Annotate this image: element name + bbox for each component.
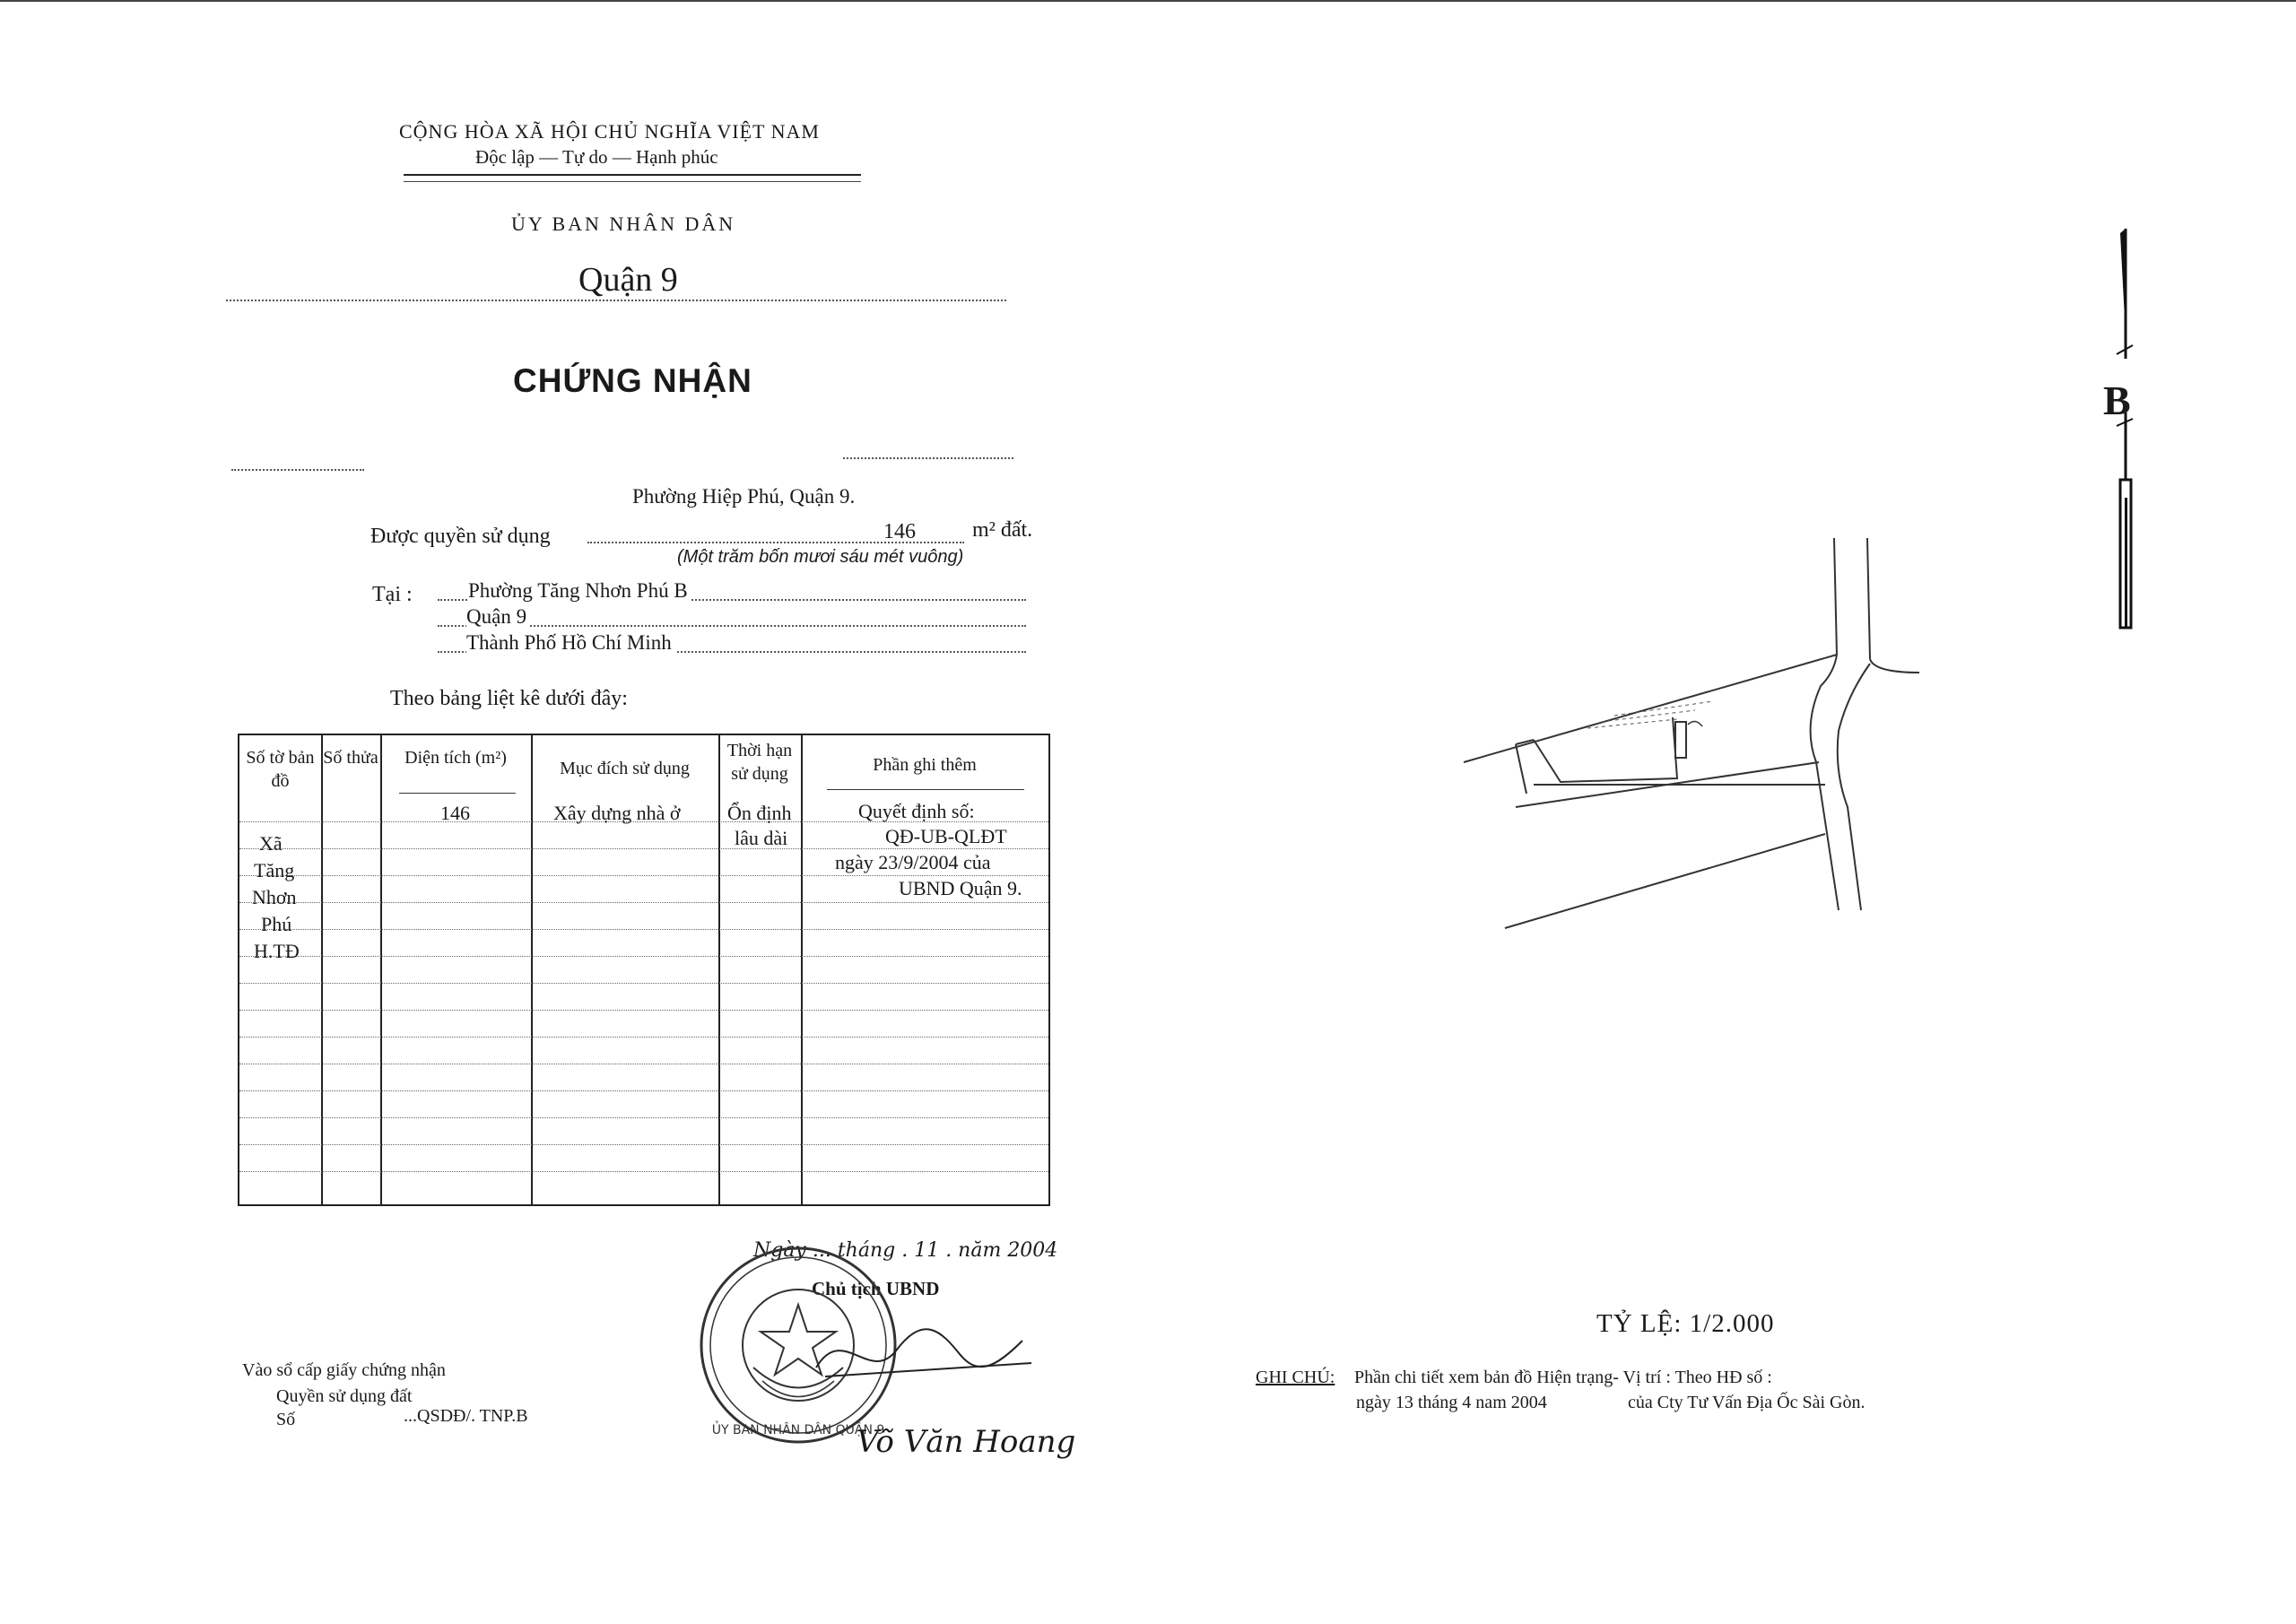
notes-line: UBND Quận 9. [899, 877, 1022, 899]
col-header-term: Thời hạn sử dụng [726, 741, 793, 784]
signature-mark-icon [807, 1314, 1040, 1394]
district-name: Quận 9 [578, 261, 678, 299]
blank-dotline-right [843, 457, 1013, 459]
table-col-divider [531, 735, 533, 1204]
usage-label: Được quyền sử dụng [370, 525, 551, 548]
land-plot-map [1453, 538, 1919, 942]
table-col-divider [380, 735, 382, 1204]
usage-unit: m² đất. [972, 518, 1033, 542]
note-label: GHI CHÚ: [1256, 1368, 1335, 1387]
table-intro: Theo bảng liệt kê dưới đây: [390, 687, 628, 710]
north-arrow-icon [2099, 229, 2152, 632]
blank-dotline-left [231, 469, 364, 471]
location-label: Tại : [372, 583, 413, 606]
country-name: CỘNG HÒA XÃ HỘI CHỦ NGHĨA VIỆT NAM [399, 120, 820, 143]
note-line-1: Phần chi tiết xem bản đồ Hiện trạng- Vị trí : Theo HĐ số : [1354, 1368, 1772, 1387]
notes-line: Quyết định số: [858, 800, 975, 822]
col-header-plot: Số thửa [323, 748, 378, 768]
top-edge-line [0, 0, 2296, 2]
registry-line-1: Vào sổ cấp giấy chứng nhận [242, 1360, 446, 1380]
col-header-notes: Phần ghi thêm [873, 755, 977, 775]
notes-header-rule [827, 789, 1024, 790]
location-city: Thành Phố Hồ Chí Minh [466, 631, 675, 655]
note-line-2-date: ngày 13 tháng 4 nam 2004 [1356, 1393, 1547, 1412]
col-header-purpose: Mục đích sử dụng [560, 759, 690, 778]
purpose-value: Xây dựng nhà ở [553, 802, 681, 824]
map-sheet-line: Nhơn [252, 886, 297, 908]
signature-title: Chủ tịch UBND [812, 1278, 940, 1299]
signature-date: Ngày ... tháng . 11 . năm 2004 [753, 1239, 1058, 1262]
location-ward: Phường Tăng Nhơn Phú B [468, 579, 691, 603]
table-col-divider [801, 735, 803, 1204]
map-sheet-line: H.TĐ [254, 940, 300, 962]
term-line: Ổn định [727, 802, 792, 824]
issuer-location: Phường Hiệp Phú, Quận 9. [632, 485, 856, 508]
national-motto: Độc lập — Tự do — Hạnh phúc [475, 146, 718, 168]
note-line-2-company: của Cty Tư Vấn Địa Ốc Sài Gòn. [1628, 1393, 1866, 1412]
registry-line-3-label: Số [276, 1410, 296, 1429]
col-header-map-sheet: Số tờ bản đồ [246, 748, 315, 791]
table-col-divider [718, 735, 720, 1204]
committee-name: ỦY BAN NHÂN DÂN [511, 213, 736, 235]
map-sheet-line: Xã [259, 832, 283, 855]
signer-name: Võ Văn Hoang [857, 1424, 1076, 1460]
table-col-divider [321, 735, 323, 1204]
certificate-title: CHỨNG NHẬN [513, 362, 752, 399]
col-header-area: Diện tích (m²) [404, 748, 507, 768]
map-scale: TỶ LỆ: 1/2.000 [1596, 1309, 1775, 1338]
north-letter: B [2103, 378, 2131, 423]
seal-text: ỦY BAN NHÂN DÂN QUẬN 9 [711, 1423, 885, 1437]
header-rule-thin [404, 181, 861, 182]
map-sheet-line: Tăng [254, 859, 295, 881]
registry-line-2: Quyền sử dụng đất [276, 1386, 413, 1406]
notes-line: ngày 23/9/2004 của [835, 851, 991, 873]
notes-line: QĐ-UB-QLĐT [885, 825, 1007, 847]
area-header-rule [399, 793, 516, 794]
district-dotline [226, 300, 1006, 301]
land-table [238, 734, 1050, 1206]
usage-area: 146 [883, 520, 916, 543]
map-sheet-line: Phú [261, 913, 292, 935]
registry-number: ...QSDĐ/. TNP.B [404, 1406, 528, 1426]
term-line: lâu dài [735, 827, 788, 849]
area-in-words: (Một trăm bốn mươi sáu mét vuông) [677, 547, 964, 567]
header-rule [404, 174, 861, 176]
area-value: 146 [440, 802, 470, 824]
location-district: Quận 9 [466, 605, 530, 629]
